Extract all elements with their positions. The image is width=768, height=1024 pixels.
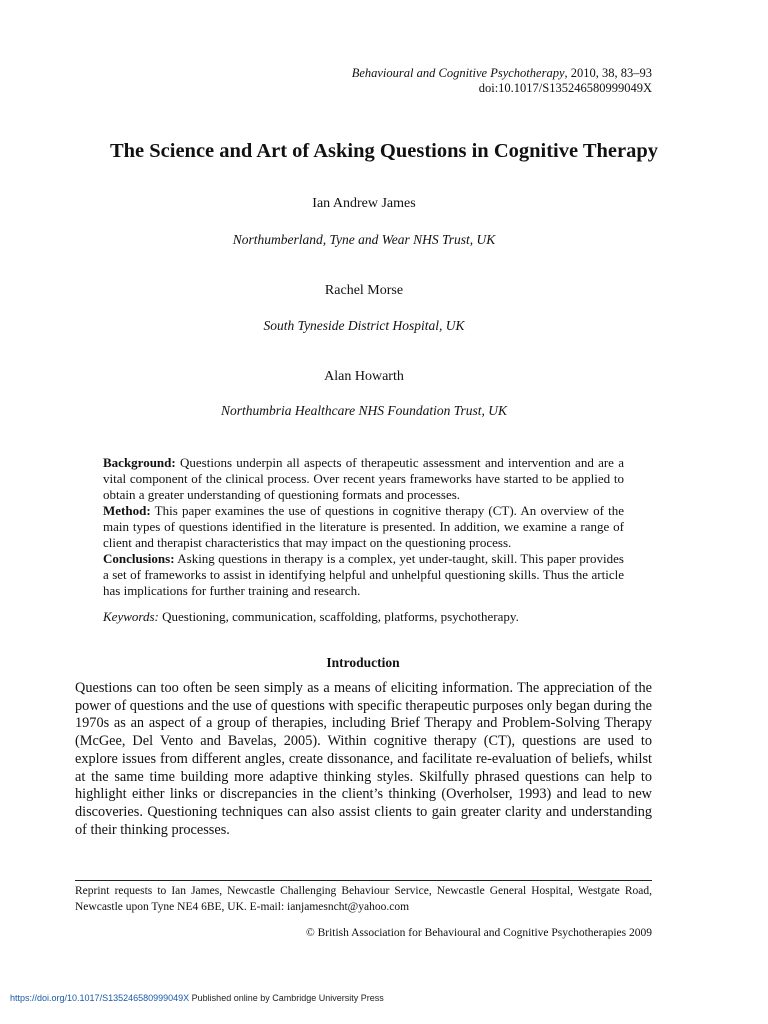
abstract-conclusions-text: Asking questions in therapy is a complex, yet under-taught, skill. This paper provides a set of frameworks to assist in identifying helpful and unhelpful questioning skills. Thus the article has implications for further training and research. [103, 551, 624, 598]
author-name: Alan Howarth [324, 369, 404, 384]
paper-title: The Science and Art of Asking Questions in Cognitive Therapy [109, 140, 659, 162]
abstract-method-text: This paper examines the use of questions in cognitive therapy (CT). An overview of the main types of questions identified in the literature is presented. In addition, we examine a range of client and therapist characteristics that may impact on the questioning process. [103, 503, 625, 550]
author-name: Ian Andrew James [312, 196, 416, 211]
journal-header [92, 66, 652, 96]
journal-name: Behavioural and Cognitive Psychotherapy [351, 66, 565, 80]
abstract-background [103, 455, 624, 503]
doi-link[interactable]: https://doi.org/10.1017/S135246580999049X [10, 993, 190, 1003]
author-affiliation: Northumberland, Tyne and Wear NHS Trust, UK [232, 232, 496, 247]
author-name: Rachel Morse [324, 283, 404, 298]
keywords [103, 609, 624, 625]
introduction-paragraph: Questions can too often be seen simply as a means of eliciting information. The appreciation of the power of questions and the use of questions with specific therapeutic purposes only began during the 1970s as an aspect of a group of therapies, including Brief Therapy and Problem-Solving Therapy (McGee, Del Vento and Bavelas, 2005). Within cognitive therapy (CT), questions are used to explore issues from different angles, create dissonance, and facilitate re-evaluation of beliefs, whilst at the same time building more adaptive thinking styles. Skilfully phrased questions can help to highlight either links or discrepancies in the client’s thinking (Overholser, 1993) and lead to new discoveries. Questioning techniques can also assist clients to gain greater clarity and understanding of their thinking processes. [75, 680, 652, 838]
journal-volume: , 2010, 38, 83–93 [564, 66, 652, 80]
footnote-divider [75, 880, 652, 881]
published-note: Published online by Cambridge University Press [191, 993, 384, 1003]
author-affiliation: Northumbria Healthcare NHS Foundation Trust, UK [220, 403, 508, 418]
abstract-conclusions-label: Conclusions: [103, 551, 175, 566]
reprint-note: Reprint requests to Ian James, Newcastle Challenging Behaviour Service, Newcastle General Hospital, Westgate Road, Newcastle upon Tyne NE4 6BE, UK. E-mail: ianjamesncht@yahoo.com [75, 885, 652, 913]
journal-doi: doi:10.1017/S135246580999049X [478, 81, 652, 95]
abstract-background-text: Questions underpin all aspects of therapeutic assessment and intervention and are a vital component of the clinical process. Over recent years frameworks have started to be applied to obtain a greater understanding of questioning formats and processes. [103, 455, 624, 502]
keywords-text: Questioning, communication, scaffolding, platforms, psychotherapy. [162, 609, 519, 624]
abstract-background-label: Background: [103, 455, 176, 470]
journal-citation [92, 66, 652, 81]
abstract-method-label: Method: [103, 503, 151, 518]
section-heading: Introduction [326, 655, 400, 670]
copyright-notice: © British Association for Behavioural and Cognitive Psychotherapies 2009 [305, 927, 652, 939]
abstract [103, 455, 624, 599]
abstract-conclusions [103, 551, 624, 599]
author-affiliation: South Tyneside District Hospital, UK [263, 318, 465, 333]
page-footer [10, 993, 384, 1003]
keywords-label: Keywords: [103, 609, 159, 624]
abstract-method [103, 503, 624, 551]
